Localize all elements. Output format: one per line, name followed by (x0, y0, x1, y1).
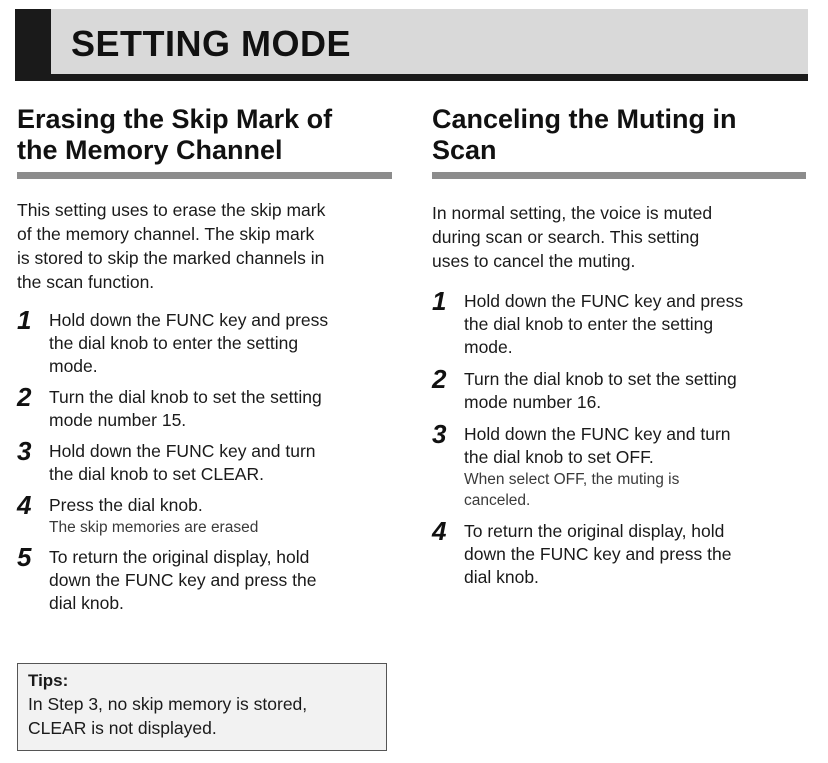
step-item (17, 382, 393, 432)
step-item (432, 286, 810, 359)
step-text: Hold down the FUNC key and press the dial knob to enter the setting mode. (464, 291, 744, 357)
step-number: 1 (17, 305, 32, 335)
section-intro: In normal setting, the voice is muted during scan or search. This setting uses to cancel the muting. (432, 203, 713, 271)
tips-text: In Step 3, no skip memory is stored, CLEAR is not displayed. (28, 694, 308, 738)
tips-title: Tips: (28, 671, 69, 690)
step-item (17, 436, 393, 486)
step-note: When select OFF, the muting is canceled. (464, 471, 680, 509)
step-number: 4 (432, 516, 447, 546)
step-note: The skip memories are erased (49, 519, 259, 536)
step-text: To return the original display, hold down the FUNC key and press the dial knob. (464, 521, 732, 587)
step-text: To return the original display, hold down the FUNC key and press the dial knob. (49, 547, 317, 613)
section-title-cancel-muting: Canceling the Muting in Scan (432, 104, 737, 165)
right-column (432, 104, 810, 598)
section-title-erase-skip: Erasing the Skip Mark of the Memory Channel (17, 104, 333, 165)
step-item (432, 419, 810, 511)
step-number: 5 (17, 542, 32, 572)
step-item (432, 516, 810, 589)
step-text: Press the dial knob. (49, 495, 203, 515)
step-item (17, 490, 393, 538)
step-number: 1 (432, 286, 447, 316)
section-title-rule (432, 172, 806, 179)
step-text: Hold down the FUNC key and turn the dial knob to set OFF. (464, 424, 731, 467)
step-number: 3 (432, 419, 447, 449)
step-number: 2 (432, 364, 447, 394)
section-intro: This setting uses to erase the skip mark of the memory channel. The skip mark is stored to skip the marked channels in the scan function. (17, 200, 326, 292)
header-accent-block (15, 9, 51, 81)
section-title-rule (17, 172, 392, 179)
step-text: Hold down the FUNC key and turn the dial knob to set CLEAR. (49, 441, 316, 484)
step-number: 2 (17, 382, 32, 412)
step-text: Turn the dial knob to set the setting mode number 16. (464, 369, 737, 412)
step-text: Turn the dial knob to set the setting mode number 15. (49, 387, 322, 430)
step-number: 4 (17, 490, 32, 520)
header-rule (15, 74, 808, 81)
step-item (17, 305, 393, 378)
left-column (17, 104, 393, 623)
step-item (432, 364, 810, 414)
page-header (15, 9, 808, 81)
step-number: 3 (17, 436, 32, 466)
page-title: SETTING MODE (71, 23, 352, 64)
step-list (432, 286, 810, 589)
step-item (17, 542, 393, 615)
step-list (17, 305, 393, 615)
step-text: Hold down the FUNC key and press the dial knob to enter the setting mode. (49, 310, 329, 376)
tips-box (17, 663, 387, 751)
